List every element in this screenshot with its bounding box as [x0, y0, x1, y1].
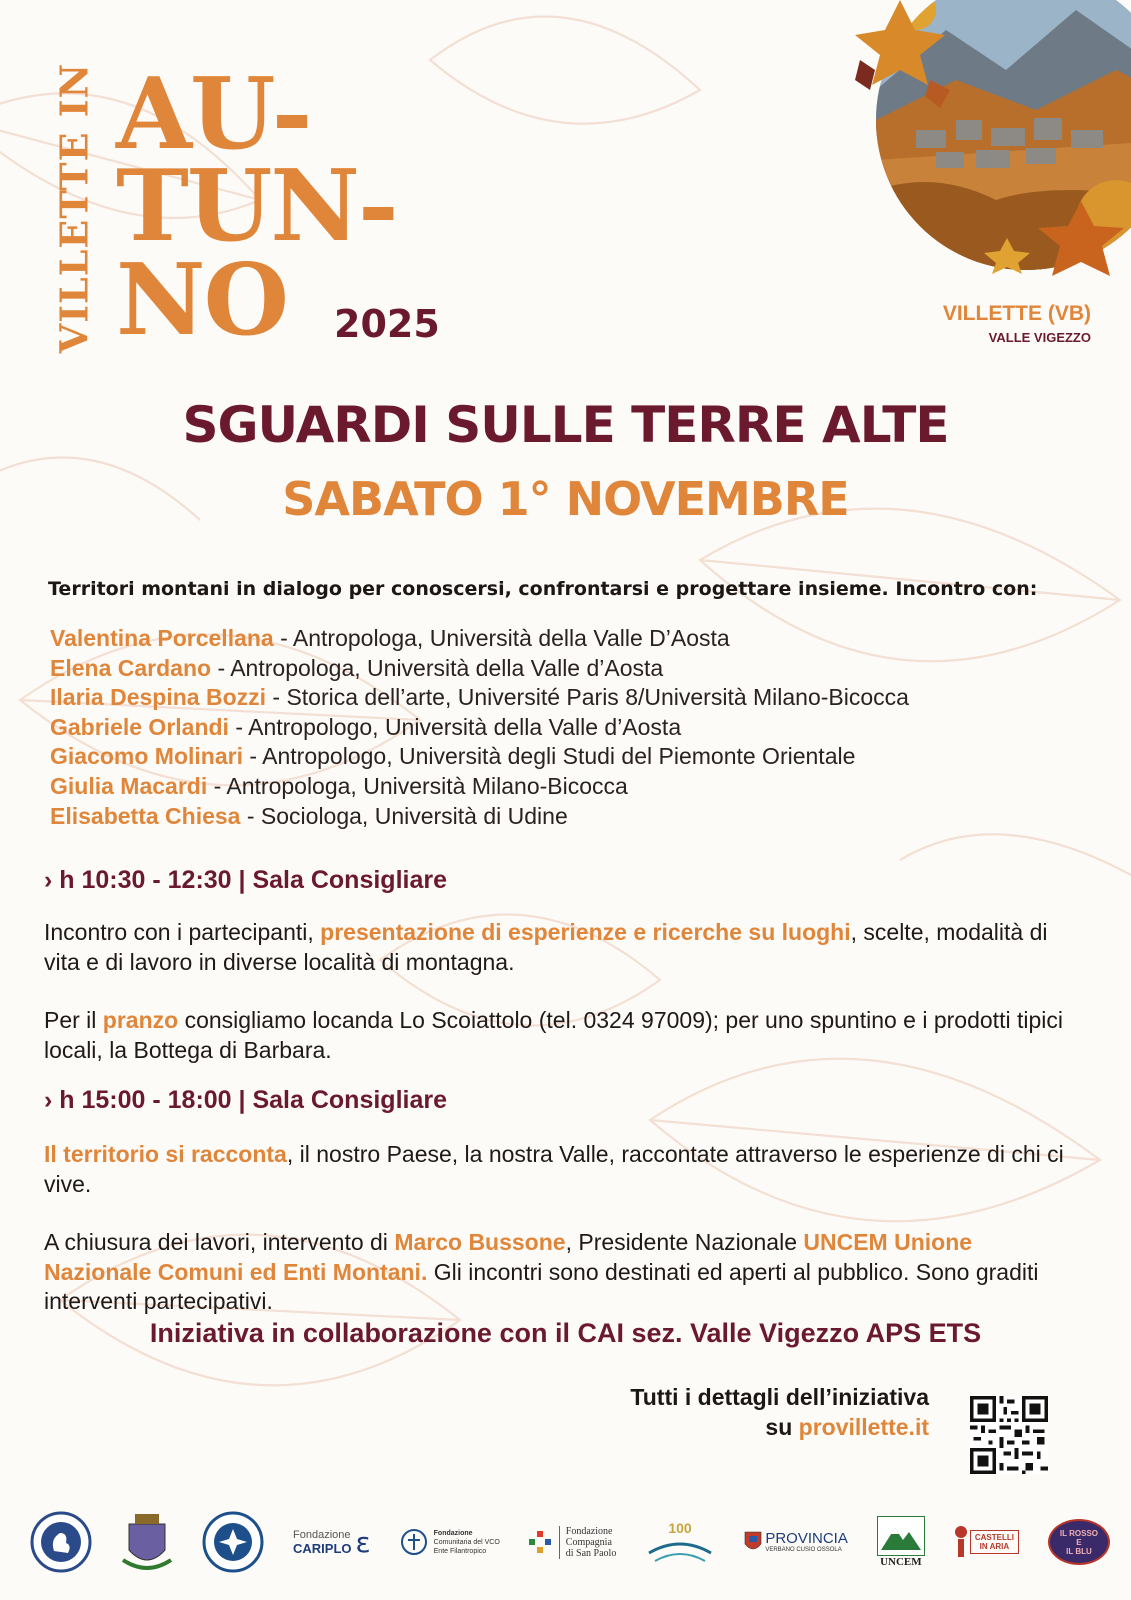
location-block [943, 302, 1091, 345]
text-segment: Incontro con i partecipanti, [44, 919, 321, 945]
logo-text: Fondazione [565, 1525, 613, 1537]
svg-text:100: 100 [668, 1520, 693, 1536]
castelli-in-aria-logo [954, 1510, 1019, 1574]
logo-text: PROVINCIA [765, 1529, 848, 1547]
highlight-text: pranzo [102, 1007, 179, 1033]
highlight-text: Marco Bussone [394, 1229, 566, 1255]
website-link[interactable]: provillette.it [798, 1414, 929, 1440]
speaker-item [50, 772, 909, 802]
cai-valle-vigezzo-logo [202, 1510, 264, 1574]
centenary-badge-logo [645, 1510, 715, 1574]
fondazione-cariplo-logo [293, 1510, 371, 1574]
sponsor-logos-row [30, 1506, 1110, 1578]
year-label: 2025 [334, 302, 440, 346]
event-title: SGUARDI SULLE TERRE ALTE [182, 396, 949, 454]
vertical-title [52, 48, 96, 368]
highlight-text: UNCEM Unione Nazionale Comuni ed Enti Montani. [44, 1229, 973, 1285]
details-su: su [765, 1414, 799, 1440]
logo-text: Comunitaria del VCO [433, 1538, 500, 1546]
speaker-list [50, 624, 909, 831]
leaf-cluster-icon [840, 0, 960, 110]
il-rosso-e-il-blu-logo [1048, 1510, 1110, 1574]
qr-code[interactable] [970, 1396, 1048, 1474]
logo-text: IL ROSSO [1059, 1528, 1099, 1538]
afternoon-schedule-heading: › h 15:00 - 18:00 | Sala Consigliare [44, 1086, 447, 1114]
text-segment: , Presidente Nazionale [565, 1229, 804, 1255]
logo-text: di San Paolo [565, 1547, 617, 1559]
event-intro: Territori montani in dialogo per conoscersi, confrontarsi e progettare insieme. Incontro con: [48, 578, 1038, 600]
comune-crest-logo [121, 1510, 173, 1574]
collaboration-note: Iniziativa in collaborazione con il CAI sez. Valle Vigezzo APS ETS [149, 1318, 982, 1348]
speaker-item [50, 802, 909, 832]
speaker-role: - Antropologo, Università della Valle d’Aosta [235, 713, 682, 740]
highlight-text: Il territorio si racconta [44, 1141, 287, 1167]
speaker-name: Valentina Porcellana [50, 625, 274, 651]
speaker-name: Giacomo Molinari [50, 743, 243, 770]
speaker-role: - Antropologa, Università della Valle d’Aosta [217, 654, 664, 681]
text-segment: A chiusura dei lavori, intervento di [44, 1229, 395, 1255]
speaker-role: - Antropologa, Università della Valle D’Aosta [280, 625, 730, 651]
cariplo-mark-icon: ɛ [355, 1525, 371, 1559]
speaker-item [50, 713, 909, 743]
speaker-name: Giulia Macardi [50, 772, 208, 799]
big-title-line1: AU- [116, 57, 311, 172]
logo-text: VERBANO CUSIO OSSOLA [765, 1546, 842, 1553]
speaker-item [50, 624, 909, 654]
logo-text: Compagnia [565, 1536, 612, 1548]
text-segment: consigliamo locanda Lo Scoiattolo (tel. 0324 97009); per uno spuntino e i prodotti tipici locali, la Bottega di Barbara. [44, 1007, 1063, 1063]
speaker-role: - Antropologo, Università degli Studi del Piemonte Orientale [249, 743, 856, 770]
afternoon-paragraph-1 [44, 1140, 1084, 1199]
speaker-role: - Antropologa, Università Milano-Bicocca [213, 772, 628, 799]
uncem-logo [877, 1510, 925, 1574]
compagnia-san-paolo-logo [529, 1510, 617, 1574]
big-title-line2: TUN- [116, 149, 397, 264]
vertical-title-text: VILLETTE IN [51, 62, 97, 354]
logo-text: Fondazione [293, 1529, 351, 1541]
logo-text: CARIPLO [293, 1541, 352, 1556]
details-line: Tutti i dettagli dell’iniziativa [630, 1384, 929, 1410]
highlight-text: presentazione di esperienze e ricerche su luoghi [320, 919, 851, 945]
details-block [630, 1382, 929, 1442]
big-title-line3: NO [116, 243, 287, 358]
logo-text: IL BLU [1066, 1546, 1092, 1556]
speaker-item [50, 742, 909, 772]
logo-text: Ente Filantropico [433, 1547, 487, 1555]
logo-text: UNCEM [880, 1556, 922, 1568]
speaker-item [50, 654, 909, 684]
speaker-item [50, 683, 909, 713]
morning-paragraph-1 [44, 918, 1084, 977]
afternoon-paragraph-2 [44, 1228, 1084, 1317]
text-segment: , scelte, modalità di vita e di lavoro in diverse località di montagna. [44, 919, 1048, 975]
speaker-name: Elena Cardano [50, 654, 212, 681]
morning-schedule-heading: › h 10:30 - 12:30 | Sala Consigliare [44, 866, 447, 894]
logo-text: Fondazione [433, 1529, 473, 1537]
valley-label: VALLE VIGEZZO [988, 330, 1091, 345]
text-segment: , il nostro Paese, la nostra Valle, raccontate attraverso le esperienze di chi ci vive. [44, 1141, 1064, 1197]
speaker-name: Elisabetta Chiesa [50, 802, 241, 829]
logo-text: CASTELLI [974, 1533, 1014, 1542]
event-date: SABATO 1° NOVEMBRE [282, 472, 849, 526]
speaker-role: - Sociologa, Università di Udine [246, 802, 568, 829]
speaker-role: - Storica dell’arte, Université Paris 8/Università Milano-Bicocca [272, 684, 909, 711]
text-segment: Per il [44, 1007, 103, 1033]
pro-loco-logo [30, 1510, 92, 1574]
provincia-vco-logo [744, 1510, 848, 1574]
fondazione-vco-logo [400, 1510, 500, 1574]
location-label: VILLETTE (VB) [942, 302, 1091, 325]
logo-text: IN ARIA [979, 1542, 1010, 1551]
speaker-name: Ilaria Despina Bozzi [50, 684, 267, 711]
leaf-cluster-icon [1036, 196, 1131, 281]
morning-paragraph-2 [44, 1006, 1084, 1065]
logo-text: E [1076, 1537, 1082, 1547]
leaf-cluster-icon [982, 236, 1032, 276]
speaker-name: Gabriele Orlandi [50, 713, 229, 740]
text-segment: Gli incontri sono destinati ed aperti al pubblico. Sono graditi interventi partecipativi. [44, 1258, 1039, 1314]
